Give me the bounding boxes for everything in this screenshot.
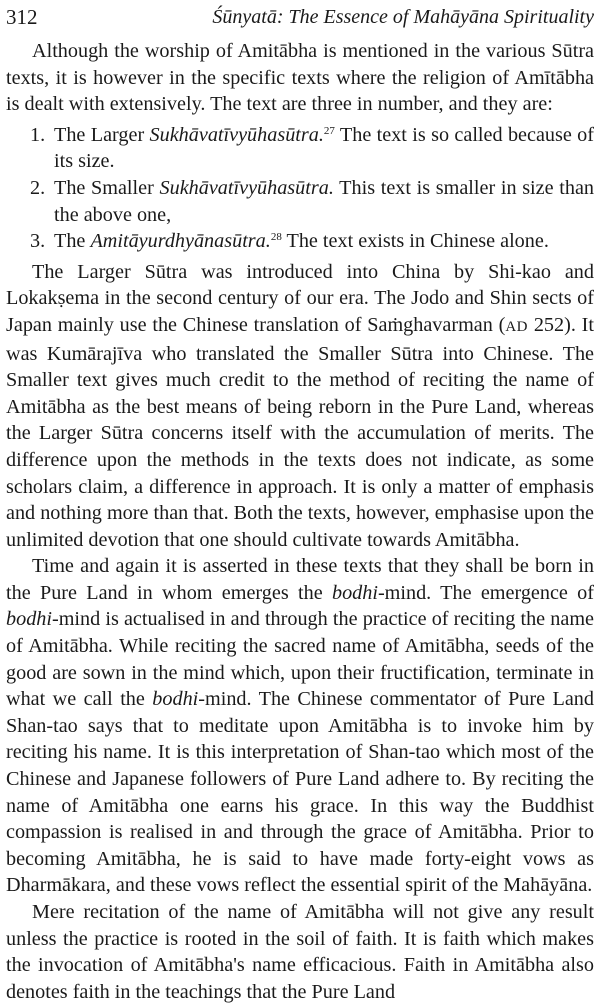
sutra-title: Sukhāvatīvyūhasūtra. bbox=[159, 176, 334, 199]
paragraph-larger-sutra: The Larger Sūtra was introduced into China by Shi-kao and Lokakṣema in the second century of our era. The Jodo and Shin sects of Japan mainly use the Chinese translation of Saṁghavarman (AD 252). It was Kumārajīva who translated the Smaller Sūtra into Chinese. The Smaller text gives much credit to the method of reciting the name of Amitābha as the best means of being reborn in the Pure Land, whereas the Larger Sūtra concerns itself with the accumulation of merits. The difference upon the methods in the texts does not indicate, as some scholars claim, a difference in approach. It is only a matter of emphasis and nothing more than that. Both the texts, however, emphasise upon the unlimited devotion that one should cultivate towards Amitābha. bbox=[6, 260, 594, 551]
list-item: 3. The Amitāyurdhyānasūtra.$^{28}$ The text exists in Chinese alone. bbox=[30, 230, 549, 253]
paragraph-bodhi-mind: Time and again it is asserted in these texts that they shall be born in the Pure Land in whom emerges the bodhi-mind. The emergence of bodhi-mind is actualised in and through the practice of reciting the name of Amitābha. While reciting the sacred name of Amitābha, seeds of the good are sown in the mind which, upon their fructification, terminate in what we call the bodhi-mind. The Chinese commentator of Pure Land Shan-tao says that to meditate upon Amitābha is to invoke him by reciting his name. It is this interpretation of Shan-tao which most of the Chinese and Japanese followers of Pure Land adhere to. By reciting the name of Amitābha one earns his grace. In this way the Buddhist compassion is realised in and through the grace of Amitābha. Prior to becoming Amitābha, he is said to have made forty-eight vows as Dharmākara, and these vows reflect the essential spirit of the Mahāyāna. bbox=[6, 555, 595, 897]
page-header bbox=[6, 4, 594, 34]
page-number: 312 bbox=[6, 5, 38, 29]
sutra-list bbox=[6, 122, 594, 255]
list-item: 2. The Smaller Sukhāvatīvyūhasūtra. This text is smaller in size than the above one, bbox=[30, 176, 594, 226]
page-body bbox=[6, 38, 594, 1005]
paragraph-intro: Although the worship of Amitābha is mentioned in the various Sūtra texts, it is however in the specific texts where the religion of Amītābha is dealt with extensively. The text are three in number, and they are: bbox=[6, 40, 594, 116]
sutra-title: Sukhāvatīvyūhasūtra. bbox=[149, 123, 324, 146]
sutra-title: Amitāyurdhyānasūtra. bbox=[90, 230, 271, 253]
paragraph-faith: Mere recitation of the name of Amitābha will not give any result unless the practice is rooted in the soil of faith. It is faith which makes the invocation of Amitābha's name efficacious. Faith in Amitābha also denotes faith in the teachings that the Pure Land bbox=[6, 901, 594, 1003]
running-title: Śūnyatā: The Essence of Mahāyāna Spirituality bbox=[212, 6, 594, 28]
footnote-ref: 28 bbox=[270, 231, 282, 244]
list-item: 1. The Larger Sukhāvatīvyūhasūtra.$^{27}$ The text is so called because of its size. bbox=[30, 123, 594, 173]
footnote-ref: 27 bbox=[323, 124, 335, 137]
